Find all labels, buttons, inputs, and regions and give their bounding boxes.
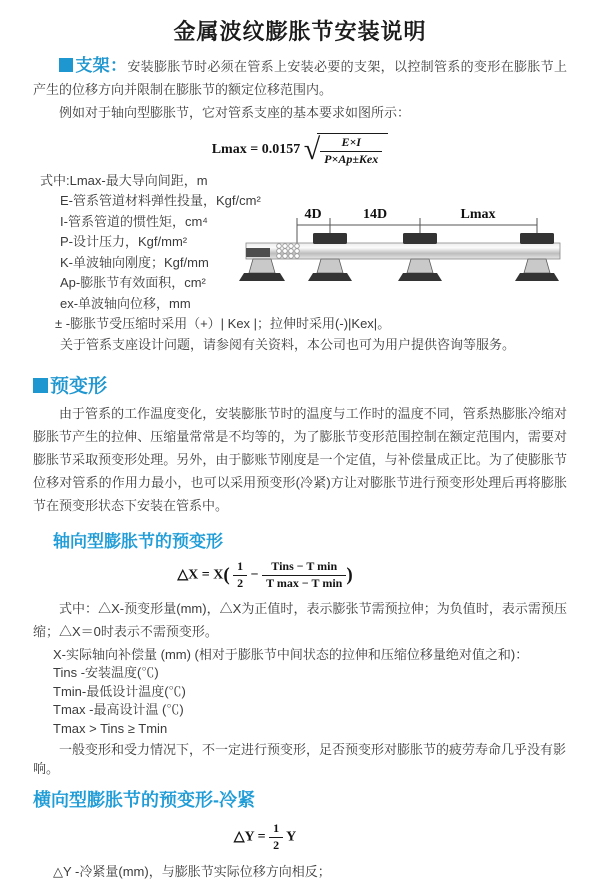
- parameter-line: Tmax -最高设计温 (℃): [53, 702, 184, 718]
- lateral-note-line: △Y -冷紧量(mm)，与膨胀节实际位移方向相反；: [53, 863, 331, 879]
- document-page: [0, 15, 600, 879]
- formula-equals: =: [250, 142, 259, 158]
- preform-section-heading-row: [33, 371, 567, 398]
- fraction-numerator: E×I: [320, 136, 382, 152]
- fraction-denominator: P×Ap±Kex: [324, 151, 379, 166]
- blue-square-bullet: [59, 58, 73, 72]
- document-content: [0, 15, 600, 880]
- sqrt-radical: [304, 133, 389, 167]
- radical-sign: √: [303, 133, 321, 167]
- definition-line: P-设计压力，Kgf/mm²: [60, 234, 188, 250]
- formula-coefficient: X: [213, 567, 224, 583]
- formula-equals: =: [201, 567, 210, 583]
- axial-subsection-heading: 轴向型膨胀节的预变形: [53, 532, 223, 552]
- formula-lhs: △X: [177, 567, 199, 583]
- fraction-denominator: T max − T min: [266, 575, 343, 590]
- preform-section-heading: 预变形: [50, 376, 108, 398]
- definition-line: 式中:Lmax-最大导向间距，m: [40, 172, 208, 188]
- parameter-line: X-实际轴向补偿量 (mm) (相对于膨胀节中间状态的拉伸和压缩位移量绝对值之和)：: [53, 646, 529, 662]
- axial-parameter-lines: [53, 646, 567, 739]
- definition-line: I-管系管道的惯性矩，cm⁴: [60, 213, 208, 229]
- parameter-line: Tmax > Tins ≥ Tmin: [53, 720, 168, 736]
- support-example-line: 例如对于轴向型膨胀节，它对管系支座的基本要求如图所示：: [59, 105, 411, 120]
- dimension-label-lmax: Lmax: [460, 207, 496, 222]
- fraction-numerator: 1: [269, 822, 283, 838]
- axial-explain-paragraph: 式中：△X-预变形量(mm)，△X为正值时，表示膨张节需预拉伸；为负值时，表示需预压缩；△X＝0时表示不需预变形。: [33, 600, 567, 639]
- parameter-line: Tins -安装温度(℃): [53, 665, 159, 681]
- definition-line-plusminus: ± -膨胀节受压缩时采用（+）| Kex |；拉伸时采用(-)|Kex|。: [55, 316, 391, 332]
- lmax-formula: [33, 133, 567, 167]
- minus-sign: −: [250, 567, 259, 583]
- half-fraction: [269, 822, 283, 853]
- close-paren: ): [346, 564, 353, 586]
- preform-body-paragraph: 由于管系的工作温度变化，安装膨胀节时的温度与工作时的温度不同，管系热膨胀冷缩对膨胀节产生的拉伸、压缩量常常是不均等的，为了膨胀节变形范围控制在额定范围内，需要对膨胀节采取预变形处理。另外，由于膨账节刚度是一个定值，与补偿量成正比。为了使膨胀节位移对管系的作用力最小，也可以采用预变形(冷紧)方让对膨胀节进行预变形处理后再将膨胀节在预变形状态下安装在管系中。: [33, 406, 567, 514]
- definition-line: E-管系管道材料弹性投量，Kgf/cm²: [60, 193, 261, 209]
- definition-line: Ap-膨胀节有效面积，cm²: [60, 275, 206, 291]
- lateral-coldpull-formula: [33, 822, 567, 853]
- radicand: [317, 133, 388, 167]
- pipe-support-diagram: [232, 203, 572, 305]
- half-fraction: [233, 560, 247, 591]
- formula-lhs: Lmax: [211, 142, 247, 158]
- fraction-numerator: Tins − T min: [262, 560, 346, 576]
- open-paren: (: [223, 564, 230, 586]
- support-intro-text: 安装膨胀节时必须在管系上安装必要的支架，以控制管系的变形在膨胀节上产生的位移方向并限制在膨胀节的额定位移范围内。: [33, 59, 567, 97]
- formula-rhs: Y: [286, 829, 297, 845]
- page-title: 金属波纹膨胀节安装说明: [173, 19, 427, 44]
- support-section-heading: 支架：: [75, 56, 128, 75]
- temperature-fraction: [262, 560, 346, 591]
- dimension-label-14d: 14D: [362, 207, 388, 222]
- parameter-line: Tmin-最低设计温度(℃): [53, 683, 186, 699]
- dimension-labels: [304, 207, 495, 222]
- definition-line: K-单波轴向刚度；Kgf/mm: [60, 254, 209, 270]
- formula-coefficient: 0.0157: [261, 142, 301, 158]
- axial-preform-formula: [33, 560, 567, 591]
- blue-square-bullet: [33, 378, 48, 393]
- formula-lhs: △Y: [233, 829, 255, 845]
- formula-equals: =: [257, 829, 266, 845]
- fraction-denominator: 2: [273, 837, 280, 852]
- support-service-note: 关于管系支座设计问题，请参阅有关资料，本公司也可为用户提供咨询等服务。: [60, 336, 516, 352]
- axial-note-line: 一般变形和受力情况下，不一定进行预变形，足否预变形对膨胀节的疲劳寿命几乎没有影响。: [33, 742, 567, 777]
- fraction-denominator: 2: [237, 575, 244, 590]
- definition-line: ex-单波轴向位移，mm: [60, 295, 191, 311]
- fraction-numerator: 1: [233, 560, 247, 576]
- dimension-label-4d: 4D: [304, 207, 322, 222]
- lateral-subsection-heading: 横向型膨胀节的预变形-冷紧: [33, 790, 255, 811]
- support-intro-paragraph: [33, 54, 567, 101]
- fraction: [320, 136, 382, 167]
